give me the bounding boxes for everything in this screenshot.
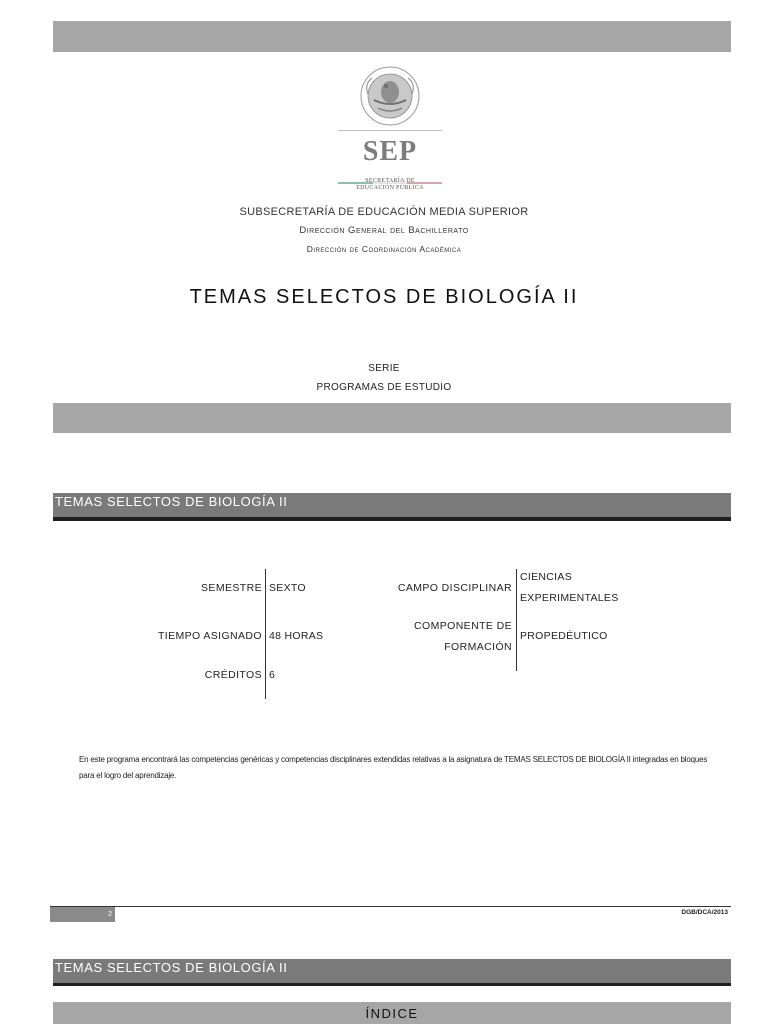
- componente-label-line1: COMPONENTE DE: [414, 620, 512, 632]
- program-description: En este programa encontrará las competencias genéricas y competencias disciplinares extendidas relativas a la asignatura de TEMAS SELECTOS DE BIOLOGÍA II integradas en bloques para el logro del aprendizaje.: [79, 755, 708, 780]
- footer-rule: [50, 906, 731, 907]
- campo-value-line2: EXPERIMENTALES: [520, 592, 619, 604]
- footer-band: [53, 403, 731, 433]
- creditos-value: 6: [269, 669, 276, 681]
- tiempo-value: 48 HORAS: [269, 630, 324, 642]
- campo-label: CAMPO DISCIPLINAR: [397, 582, 512, 594]
- semestre-label: SEMESTRE: [201, 582, 262, 594]
- creditos-label: CRÉDITOS: [204, 669, 262, 681]
- semestre-value: SEXTO: [269, 582, 306, 594]
- document-title: TEMAS SELECTOS DE BIOLOGÍA II: [189, 286, 579, 308]
- logo-divider: [338, 130, 442, 131]
- logo-subtitle-1: SECRETARÍA DE: [365, 178, 415, 184]
- flag-stripe: [338, 171, 442, 173]
- tiempo-label: TIEMPO ASIGNADO: [157, 630, 262, 642]
- componente-label-line2: FORMACIÓN: [444, 641, 512, 653]
- direccion-coordinacion-heading: Dirección de Coordinación Académica: [306, 244, 462, 254]
- campo-value-line1: CIENCIAS: [520, 571, 572, 583]
- sep-acronym: SEP: [362, 136, 418, 167]
- serie-label: SERIE: [368, 363, 400, 374]
- indice-heading: ÍNDICE: [365, 1006, 419, 1021]
- direccion-general-heading: Dirección General del Bachillerato: [299, 225, 469, 236]
- info-divider-right: [516, 569, 517, 671]
- subsecretaria-heading: SUBSECRETARÍA DE EDUCACIÓN MEDIA SUPERIOR: [239, 206, 529, 218]
- info-divider-left: [265, 569, 266, 699]
- page-header-underline: [53, 983, 731, 986]
- page-number: 2: [50, 907, 115, 922]
- document-code: DGB/DCA/2013: [681, 909, 728, 916]
- page-header-title: TEMAS SELECTOS DE BIOLOGÍA II: [53, 959, 731, 986]
- serie-value: PROGRAMAS DE ESTUDIO: [316, 382, 452, 393]
- logo-subtitle-2: EDUCACIÓN PÚBLICA: [356, 185, 424, 191]
- header-band: [53, 21, 731, 52]
- mexican-coat-of-arms-seal: [330, 64, 450, 128]
- page-header-underline: [53, 517, 731, 521]
- sep-logo: [330, 64, 450, 199]
- componente-value: PROPEDÉUTICO: [520, 630, 608, 642]
- page-header-title: TEMAS SELECTOS DE BIOLOGÍA II: [53, 493, 731, 517]
